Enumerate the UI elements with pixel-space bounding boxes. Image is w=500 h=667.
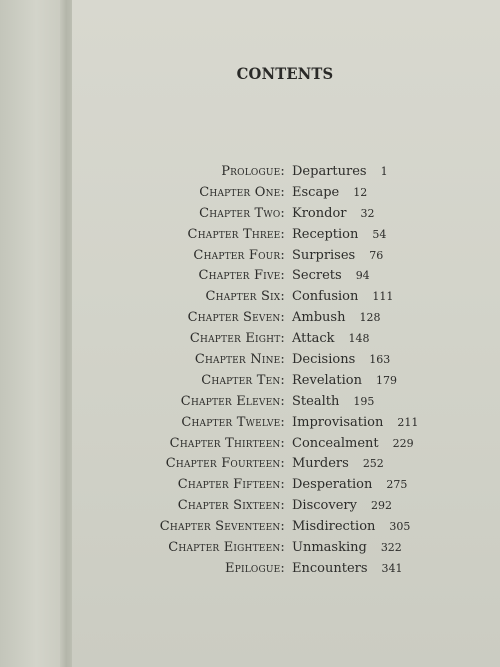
toc-row	[0, 477, 500, 498]
chapter-label: Chapter Six:	[205, 289, 285, 305]
chapter-title: Surprises	[292, 247, 356, 263]
chapter-title: Departures	[292, 164, 367, 179]
toc-row	[0, 352, 500, 373]
page-number: 32	[360, 206, 375, 220]
page-number: 1	[380, 165, 388, 178]
chapter-entry	[292, 394, 374, 409]
chapter-entry	[292, 310, 380, 325]
table-of-contents	[0, 164, 500, 582]
toc-row	[0, 540, 500, 561]
toc-row	[0, 436, 500, 457]
chapter-title: Concealment	[292, 435, 379, 451]
toc-row	[0, 248, 500, 269]
chapter-label: Chapter Seventeen:	[159, 519, 285, 535]
chapter-label: Epilogue:	[225, 560, 285, 576]
chapter-entry	[292, 540, 402, 555]
chapter-entry	[292, 498, 392, 513]
toc-row	[0, 227, 500, 248]
chapter-title: Revelation	[292, 372, 363, 388]
page-number: 195	[353, 394, 375, 408]
page-number: 341	[381, 561, 403, 575]
chapter-label: Chapter Fourteen:	[165, 456, 285, 472]
chapter-entry	[292, 352, 390, 367]
chapter-entry	[292, 436, 414, 451]
chapter-entry	[292, 373, 397, 388]
page-number: 275	[386, 478, 408, 492]
page-number: 76	[369, 248, 384, 262]
chapter-entry	[292, 185, 367, 200]
chapter-label: Prologue:	[221, 164, 285, 179]
chapter-label: Chapter Fifteen:	[177, 477, 285, 493]
chapter-title: Improvisation	[292, 414, 384, 430]
chapter-entry	[292, 268, 370, 283]
chapter-label: Chapter Eleven:	[180, 393, 285, 409]
chapter-label: Chapter One:	[199, 184, 285, 200]
chapter-title: Desperation	[292, 477, 373, 493]
toc-row	[0, 268, 500, 289]
chapter-label: Chapter Ten:	[201, 372, 285, 388]
chapter-title: Ambush	[292, 310, 346, 326]
page-number: 163	[369, 353, 391, 367]
page-number: 128	[359, 311, 381, 325]
toc-row	[0, 498, 500, 519]
chapter-entry	[292, 477, 407, 492]
toc-row	[0, 456, 500, 477]
chapter-entry	[292, 519, 410, 534]
chapter-entry	[292, 415, 418, 430]
toc-row	[0, 206, 500, 227]
toc-row	[0, 519, 500, 540]
page-number: 292	[370, 499, 392, 513]
chapter-title: Unmasking	[292, 540, 367, 556]
page-title: CONTENTS	[236, 64, 334, 83]
chapter-label: Chapter Four:	[193, 247, 285, 263]
chapter-title: Encounters	[292, 560, 368, 576]
chapter-title: Attack	[292, 331, 335, 347]
chapter-label: Chapter Seven:	[187, 310, 285, 326]
chapter-title: Escape	[292, 184, 340, 200]
page-number: 12	[353, 185, 368, 199]
chapter-label: Chapter Thirteen:	[169, 435, 285, 451]
chapter-entry	[292, 206, 375, 221]
page-number: 94	[355, 269, 370, 283]
chapter-label: Chapter Twelve:	[181, 414, 285, 430]
chapter-title: Secrets	[292, 268, 342, 284]
page-number: 305	[389, 520, 411, 534]
toc-row	[0, 415, 500, 436]
chapter-label: Chapter Sixteen:	[177, 498, 285, 514]
chapter-title: Confusion	[292, 289, 359, 305]
chapter-title: Misdirection	[292, 519, 376, 535]
page-number: 229	[392, 436, 414, 450]
chapter-label: Chapter Eighteen:	[168, 540, 285, 556]
chapter-title: Krondor	[292, 205, 347, 221]
page-number: 148	[348, 332, 370, 346]
page-number: 211	[397, 415, 419, 429]
page-number: 179	[376, 373, 398, 387]
chapter-entry	[292, 227, 386, 242]
chapter-title: Discovery	[292, 498, 357, 514]
chapter-title: Stealth	[292, 393, 340, 409]
chapter-label: Chapter Three:	[187, 226, 285, 242]
chapter-title: Reception	[292, 226, 359, 242]
chapter-label: Chapter Two:	[199, 205, 285, 221]
page-number: 322	[380, 541, 402, 555]
page-number: 252	[362, 457, 384, 471]
page-number: 54	[372, 227, 387, 241]
toc-row	[0, 289, 500, 310]
toc-row	[0, 164, 500, 185]
toc-row	[0, 561, 500, 582]
toc-row	[0, 185, 500, 206]
chapter-entry	[292, 289, 393, 304]
chapter-label: Chapter Nine:	[194, 352, 285, 368]
toc-row	[0, 331, 500, 352]
page-number: 111	[372, 290, 394, 304]
toc-row	[0, 373, 500, 394]
chapter-label: Chapter Eight:	[189, 331, 285, 347]
chapter-entry	[292, 456, 384, 471]
chapter-entry	[292, 248, 383, 263]
toc-row	[0, 394, 500, 415]
chapter-label: Chapter Five:	[198, 268, 285, 284]
toc-row	[0, 310, 500, 331]
chapter-entry	[292, 164, 388, 179]
chapter-title: Decisions	[292, 352, 356, 368]
chapter-entry	[292, 561, 403, 576]
chapter-title: Murders	[292, 456, 349, 472]
chapter-entry	[292, 331, 370, 346]
